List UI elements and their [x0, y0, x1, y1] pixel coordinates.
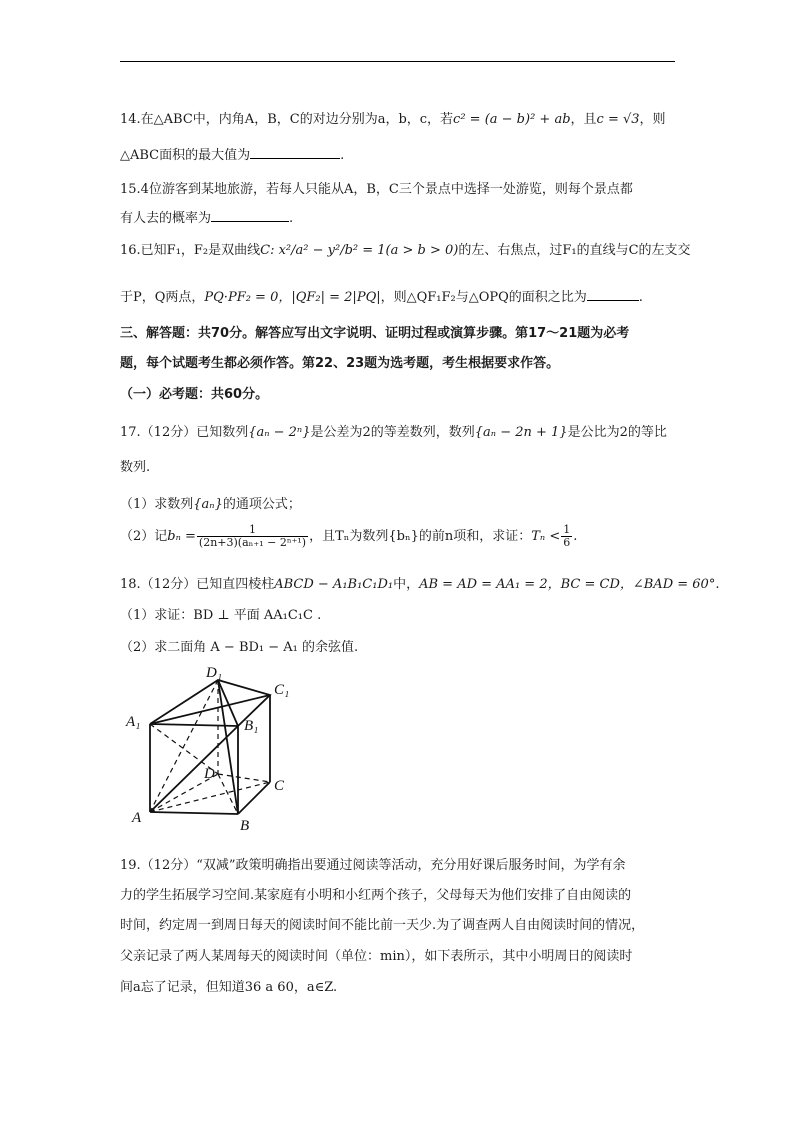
q17-text-a: 17.（12分）已知数列	[120, 425, 249, 440]
q16-line2	[120, 286, 643, 305]
answer-blank[interactable]	[211, 209, 289, 222]
q17-line2: 数列.	[120, 460, 151, 475]
q18-text-b: 中，	[393, 577, 420, 592]
q16-text-a: 16.已知F₁，F₂是双曲线	[120, 243, 261, 258]
q14-condition: c = √3	[596, 112, 640, 127]
q18-period: .	[715, 577, 720, 592]
q18-line1	[120, 573, 719, 592]
q17-p1-text-a: （1）求数列	[120, 497, 194, 512]
q17-fraction	[197, 524, 308, 549]
q14-period: .	[340, 148, 345, 163]
q17-part2	[120, 524, 577, 549]
q19-line3: 时间，约定周一到周日每天的阅读时间不能比前一天少.为了调查两人自由阅读时间的情况，	[120, 918, 645, 933]
q15-period: .	[289, 211, 294, 226]
prism-solid-edges	[150, 680, 270, 814]
q17-period: .	[573, 529, 578, 545]
q17-p1-seq: {aₙ}	[193, 497, 223, 512]
q16-period: .	[638, 290, 643, 305]
label-C1: C₁	[274, 682, 290, 698]
section3-sub: （一）必考题：共60分。	[120, 387, 269, 402]
q14-text-a: 14.在△ABC中，内角A，B，C的对边分别为a，b，c，若	[120, 112, 454, 127]
q17-fraction-sixth	[561, 524, 572, 549]
q14-text-b: ，且	[570, 112, 597, 127]
frac-numerator: 1	[249, 523, 256, 536]
section3-line1: 三、解答题：共70分。解答应写出文字说明、证明过程或演算步骤。第17～21题为必考	[120, 326, 630, 341]
prism-figure	[122, 662, 307, 837]
label-D: D	[204, 766, 215, 782]
q18-text-a: 18.（12分）已知直四棱柱	[120, 577, 275, 592]
frac-denominator: 6	[563, 536, 571, 550]
label-D1: D₁	[206, 665, 223, 681]
q19-line5: 间a忘了记录，但知道36 a 60，a∈Z.	[120, 980, 338, 995]
q16-line1	[120, 239, 691, 258]
q17-p1-text-b: 的通项公式；	[222, 497, 301, 512]
q16-hyperbola: C: x²/a² − y²/b² = 1(a > b > 0)	[260, 243, 459, 258]
q17-seq2: {aₙ − 2n + 1}	[474, 425, 568, 440]
q18-condition: AB = AD = AA₁ = 2，BC = CD，∠BAD = 60°	[419, 577, 716, 592]
q16-text-c: 于P，Q两点，	[120, 290, 205, 305]
q17-p2-text-b: ，且Tₙ为数列{bₙ}的前n项和，求证：	[309, 529, 532, 545]
q14-formula: c² = (a − b)² + ab	[453, 112, 571, 127]
b-n-symbol: bₙ =	[167, 529, 196, 545]
q16-length-condition: ，|QF₂| = 2|PQ|	[278, 290, 381, 305]
q17-line1	[120, 421, 667, 440]
q17-p2-inequality: Tₙ <	[531, 529, 561, 545]
q15-line1: 15.4位游客到某地旅游，若每人只能从A，B，C三个景点中选择一处游览，则每个景点都	[120, 182, 633, 197]
q14-question: △ABC面积的最大值为	[120, 148, 251, 163]
section3-line2: 题，每个试题考生都必须作答。第22、23题为选考题，考生根据要求作答。	[120, 356, 560, 371]
label-A: A	[132, 810, 142, 826]
q17-text-c: 是公比为2的等比	[567, 425, 667, 440]
answer-blank[interactable]	[250, 146, 340, 159]
label-A1: A₁	[126, 714, 141, 730]
q15-line2	[120, 207, 293, 226]
frac-numerator: 1	[563, 523, 571, 536]
q17-text-b: 是公差为2的等差数列，数列	[310, 425, 475, 440]
frac-denominator: (2n+3)(aₙ₊₁ − 2ⁿ⁺¹)	[198, 536, 307, 550]
q17-p2-text-a: （2）记	[120, 529, 168, 545]
q16-text-b: 的左、右焦点，过F₁的直线与C的左支交	[458, 243, 691, 258]
header-rule	[120, 61, 675, 62]
q14-line2	[120, 144, 344, 163]
answer-blank[interactable]	[587, 288, 639, 301]
label-B: B	[240, 818, 250, 834]
q19-line2: 力的学生拓展学习空间.某家庭有小明和小红两个孩子，父母每天为他们安排了自由阅读的	[120, 888, 632, 903]
q18-part2: （2）求二面角 A − BD₁ − A₁ 的余弦值.	[120, 640, 359, 655]
label-B1: B₁	[244, 718, 259, 734]
q17-part1	[120, 493, 301, 512]
q14-line1	[120, 108, 666, 127]
label-C: C	[274, 778, 285, 794]
q18-prism: ABCD − A₁B₁C₁D₁	[274, 577, 394, 592]
q14-text-c: ，则	[639, 112, 666, 127]
q17-seq1: {aₙ − 2ⁿ}	[248, 425, 311, 440]
q16-vector-condition: PQ·PF₂ = 0	[204, 290, 279, 305]
q18-part1: （1）求证：BD ⊥ 平面 AA₁C₁C .	[120, 608, 322, 623]
q19-line1: 19.（12分）“双减”政策明确指出要通过阅读等活动，充分用好课后服务时间，为学有余	[120, 858, 626, 873]
q16-question: ，则△QF₁F₂与△OPQ的面积之比为	[380, 290, 587, 305]
q19-line4: 父亲记录了两人某周每天的阅读时间（单位：min），如下表所示，其中小明周日的阅读时	[120, 949, 633, 964]
q15-question: 有人去的概率为	[120, 211, 212, 226]
